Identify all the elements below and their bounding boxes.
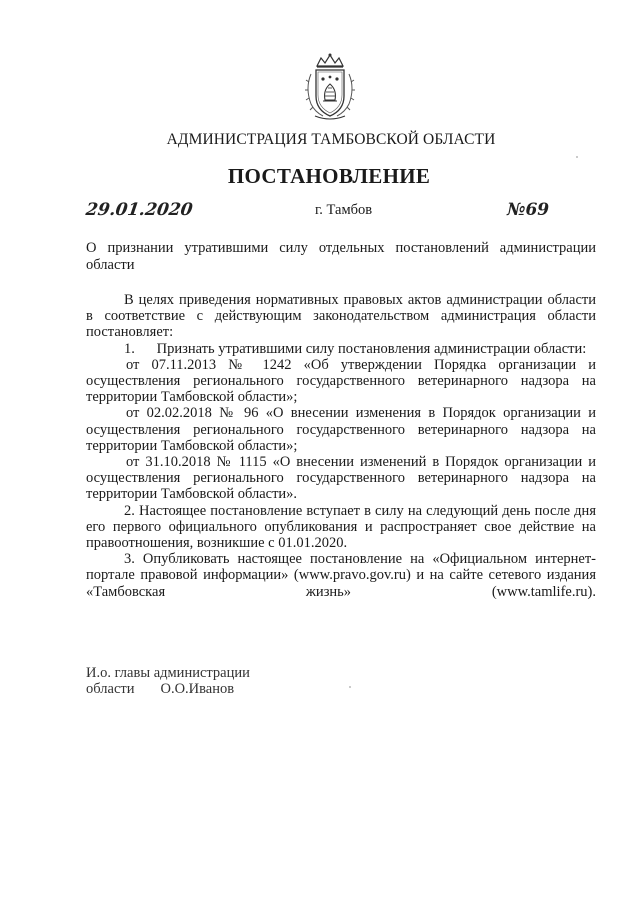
signatory-title-line1: И.о. главы администрации — [86, 665, 250, 681]
item-1-decree-a: от 07.11.2013 № 1242 «Об утверждении Порядка организации и осуществления регионального государственного ветеринарного надзора на территории Тамбовской области»; — [86, 356, 596, 406]
scan-speck — [349, 686, 351, 688]
document-date: 29.01.2020 — [84, 200, 194, 220]
document-city: г. Тамбов — [315, 202, 373, 218]
preamble-paragraph: В целях приведения нормативных правовых актов администрации области в соответствие с действующим законодательством администрация области постановляет: — [86, 292, 596, 341]
item-2-paragraph: 2. Настоящее постановление вступает в силу на следующий день после дня его первого официального опубликования и распространяет свое действие на правоотношения, возникшие с 01.01.2020. — [86, 502, 596, 552]
document-body — [86, 292, 596, 600]
coat-of-arms-icon — [301, 52, 359, 122]
item-1-decree-b: от 02.02.2018 № 96 «О внесении изменения в Порядок организации и осуществления регионального государственного ветеринарного надзора на территории Тамбовской области»; — [86, 405, 596, 454]
item-1-decree-c: от 31.10.2018 № 1115 «О внесении изменений в Порядок организации и осуществления регионального государственного ветеринарного надзора на территории Тамбовской области». — [86, 454, 596, 503]
item-1-paragraph: 1. Признать утратившими силу постановления администрации области: — [124, 340, 587, 357]
organization-name: АДМИНИСТРАЦИЯ ТАМБОВСКОЙ ОБЛАСТИ — [166, 131, 496, 148]
signatory-name: О.О.Иванов — [160, 681, 235, 697]
document-title: ПОСТАНОВЛЕНИЕ — [227, 164, 431, 188]
document-number: №69 — [507, 200, 550, 220]
document-subject: О признании утратившими силу отдельных постановлений администрации области — [86, 240, 596, 273]
scan-speck — [576, 156, 578, 158]
signature-block — [86, 665, 250, 697]
signatory-title-line2: области — [86, 681, 135, 697]
item-3-paragraph: 3. Опубликовать настоящее постановление на «Официальном интернет-портале правовой информации» (www.pravo.gov.ru) и на сайте сетевого издания «Тамбовская жизнь» (www.tamlife.ru). — [86, 551, 596, 600]
